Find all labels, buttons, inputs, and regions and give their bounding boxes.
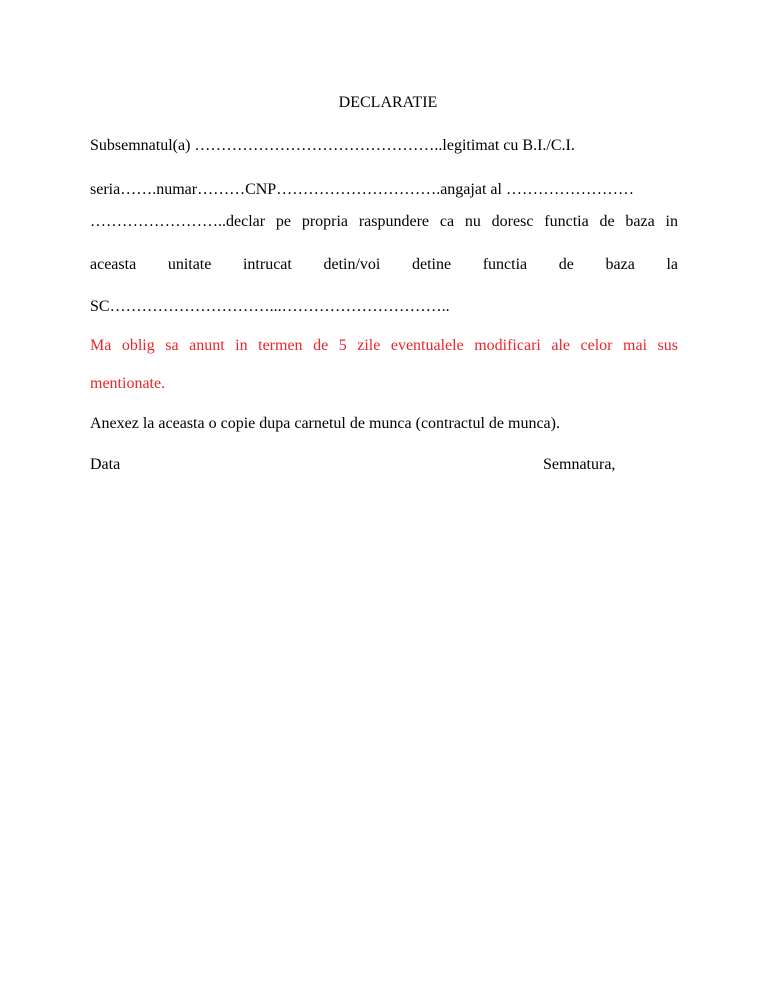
id-details-line: seria…….numar………CNP………………………….angajat al …………………… [90, 181, 634, 198]
obligation-line-end: mentionate. [90, 375, 166, 392]
signature-label: Semnatura, [543, 456, 616, 473]
declarant-name-line: Subsemnatul(a) ………………………………………..legitimat cu B.I./C.I. [90, 137, 575, 154]
document-title: DECLARATIE [338, 94, 438, 111]
obligation-line: Ma oblig sa anunt in termen de 5 zile eventualele modificari ale celor mai sus [90, 337, 678, 354]
annex-line: Anexez la aceasta o copie dupa carnetul de munca (contractul de munca). [90, 415, 560, 432]
declaration-line: ……………………..declar pe propria raspundere ca nu doresc functia de baza in [90, 213, 678, 230]
base-function-line: aceasta unitate intrucat detin/voi detine functia de baza la [90, 256, 678, 273]
date-label: Data [90, 456, 121, 473]
company-line: SC…………………………...………………………….. [90, 298, 450, 315]
